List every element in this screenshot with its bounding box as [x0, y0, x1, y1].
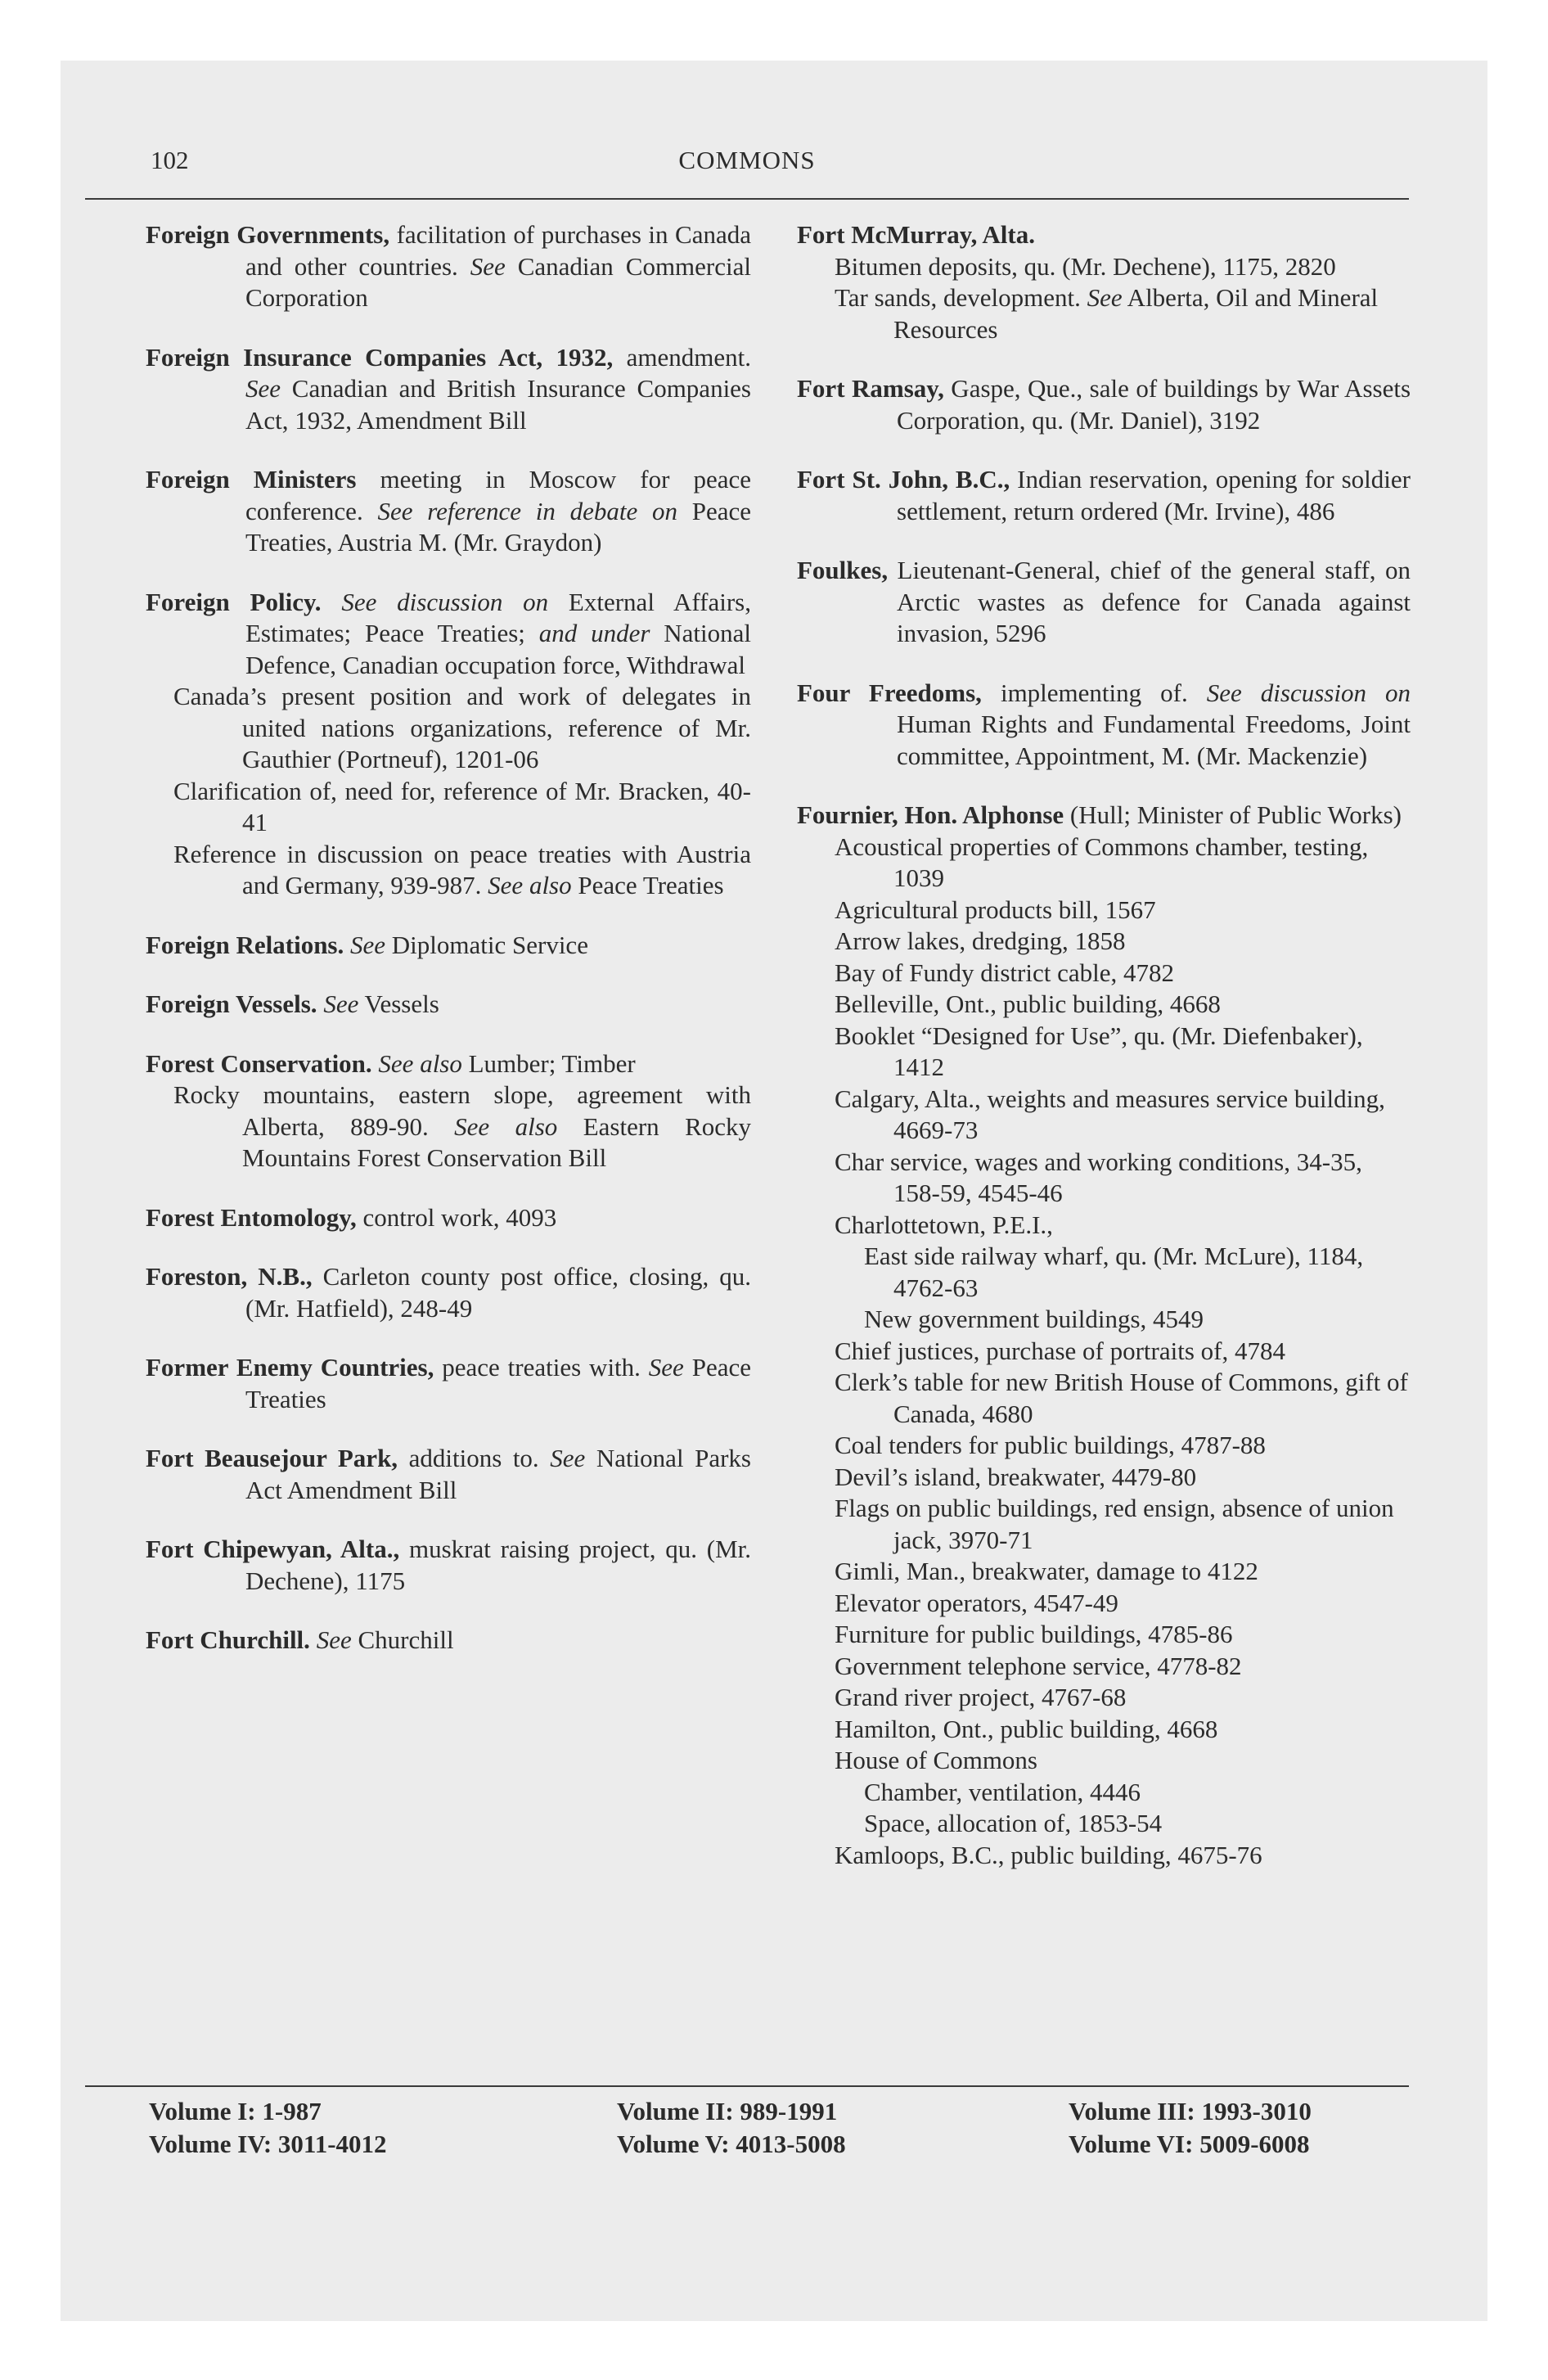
- index-heading: Fort Chipewyan, Alta.,: [146, 1535, 400, 1563]
- see-reference: See: [316, 1625, 352, 1654]
- index-heading: Foreign Governments,: [146, 220, 390, 249]
- index-subentry: [797, 1084, 1411, 1147]
- index-subentry: [146, 776, 751, 839]
- index-heading: Foreign Relations.: [146, 930, 344, 959]
- entry-text: Bay of Fundy district cable, 4782: [835, 958, 1174, 987]
- index-entry: [797, 464, 1411, 527]
- index-entry-main: [146, 219, 751, 314]
- entry-text: Diplomatic Service: [385, 930, 588, 959]
- entry-text: Eastern Rocky Mountains Forest Conservation Bill: [242, 1111, 752, 1172]
- index-entry: [146, 1202, 751, 1234]
- index-subentry: [797, 958, 1411, 989]
- index-entry: [146, 464, 751, 559]
- index-heading: Fournier, Hon. Alphonse: [797, 800, 1064, 829]
- index-subentry: [797, 1714, 1411, 1746]
- entry-text: (Hull; Minister of Public Works): [1064, 800, 1402, 829]
- index-entry: [146, 989, 751, 1021]
- index-entry-main: [797, 219, 1411, 251]
- index-heading: Fort McMurray, Alta.: [797, 220, 1035, 249]
- index-subentry: [797, 1336, 1411, 1368]
- entry-text: Agricultural products bill, 1567: [835, 895, 1156, 924]
- page-header: [85, 146, 1409, 200]
- index-entry-main: [797, 464, 1411, 527]
- page-number: 102: [151, 146, 189, 174]
- index-heading: Foreston, N.B.,: [146, 1262, 313, 1291]
- index-entry: [146, 587, 751, 902]
- see-reference: See: [648, 1353, 684, 1382]
- index-subentry: [797, 1021, 1411, 1084]
- volume-range: Volume I: 1-987: [149, 2097, 322, 2125]
- entry-text: Flags on public buildings, red ensign, absence of union jack, 3970-71: [835, 1494, 1394, 1554]
- index-entry: [146, 1048, 751, 1174]
- entry-text: muskrat raising project, qu. (Mr. Dechene), 1175: [245, 1535, 752, 1595]
- index-heading: Four Freedoms,: [797, 678, 982, 707]
- entry-text: Clarification of, need for, reference of Mr. Bracken, 40-41: [173, 776, 751, 836]
- index-subentry: [797, 1651, 1411, 1683]
- index-entry: [797, 219, 1411, 345]
- entry-text: Indian reservation, opening for soldier settlement, return ordered (Mr. Irvine), 486: [897, 465, 1411, 525]
- index-subentry: [797, 926, 1411, 958]
- entry-text: Furniture for public buildings, 4785-86: [835, 1620, 1233, 1648]
- index-entry: [797, 373, 1411, 436]
- index-entry: [146, 1534, 751, 1597]
- see-reference: See: [470, 251, 506, 281]
- entry-text: control work, 4093: [356, 1202, 557, 1232]
- index-subentry: [797, 1241, 1411, 1304]
- see-reference: See also: [454, 1111, 558, 1141]
- index-subentry: [797, 1777, 1411, 1809]
- index-entry-main: [146, 342, 751, 437]
- index-heading: Foreign Insurance Companies Act, 1932,: [146, 342, 614, 372]
- entry-text: Charlottetown, P.E.I.,: [835, 1210, 1053, 1239]
- index-heading: Forest Entomology,: [146, 1202, 357, 1232]
- entry-text: East side railway wharf, qu. (Mr. McLure), 1184, 4762-63: [864, 1242, 1364, 1302]
- index-subentry: [797, 1745, 1411, 1777]
- volume-range: Volume IV: 3011-4012: [149, 2130, 387, 2158]
- see-reference: See: [550, 1444, 586, 1472]
- index-entry: [797, 555, 1411, 650]
- entry-text: Calgary, Alta., weights and measures service building, 4669-73: [835, 1084, 1385, 1144]
- entry-text: [310, 1625, 317, 1654]
- entry-text: National Parks Act Amendment Bill: [245, 1444, 751, 1504]
- see-reference: and under: [538, 619, 650, 647]
- entry-text: Gaspe, Que., sale of buildings by War Assets Corporation, qu. (Mr. Daniel), 3192: [897, 374, 1411, 435]
- entry-text: Tar sands, development.: [835, 283, 1087, 312]
- entry-text: New government buildings, 4549: [864, 1305, 1204, 1333]
- entry-text: Char service, wages and working conditions, 34-35, 158-59, 4545-46: [835, 1147, 1362, 1207]
- index-heading: Forest Conservation.: [146, 1048, 372, 1078]
- entry-text: Bitumen deposits, qu. (Mr. Dechene), 1175, 2820: [835, 251, 1336, 281]
- index-entry-main: [146, 1048, 751, 1080]
- index-heading: Fort Ramsay,: [797, 374, 944, 403]
- right-column: [797, 219, 1411, 1899]
- entry-text: Kamloops, B.C., public building, 4675-76: [835, 1840, 1262, 1869]
- entry-text: Vessels: [358, 989, 439, 1018]
- index-subentry: [797, 1808, 1411, 1840]
- index-entry: [146, 930, 751, 962]
- index-entry-main: [146, 1625, 751, 1657]
- entry-text: peace treaties with.: [434, 1353, 649, 1382]
- entry-text: Churchill: [351, 1625, 454, 1654]
- index-subentry: [797, 1619, 1411, 1651]
- index-entry: [146, 1625, 751, 1657]
- index-subentry: [797, 1556, 1411, 1588]
- index-entry-main: [797, 678, 1411, 773]
- entry-text: [344, 931, 350, 959]
- index-subentry: [797, 989, 1411, 1021]
- index-subentry: [797, 1210, 1411, 1242]
- see-reference: See discussion on: [1206, 678, 1411, 707]
- entry-text: Reference in discussion on peace treaties with Austria and Germany, 939-987.: [173, 839, 751, 899]
- index-subentry: [146, 839, 751, 902]
- index-subentry: [797, 1588, 1411, 1620]
- entry-text: Acoustical properties of Commons chamber, testing, 1039: [835, 832, 1369, 892]
- entry-text: Canadian Commercial Corporation: [245, 251, 751, 312]
- index-heading: Foreign Ministers: [146, 465, 357, 494]
- entry-text: amendment.: [613, 342, 752, 372]
- entry-text: Booklet “Designed for Use”, qu. (Mr. Diefenbaker), 1412: [835, 1021, 1363, 1081]
- index-entry-main: [146, 1261, 751, 1324]
- entry-text: Peace Treaties: [245, 1353, 751, 1413]
- index-entry-main: [146, 930, 751, 962]
- entry-text: Rocky mountains, eastern slope, agreement with Alberta, 889-90.: [173, 1080, 751, 1141]
- index-entry-main: [146, 1443, 751, 1506]
- entry-text: Lieutenant-General, chief of the general staff, on Arctic wastes as defence for Canada against invasion, 5296: [888, 556, 1411, 647]
- entry-text: implementing of.: [981, 678, 1207, 707]
- entry-text: Lumber; Timber: [461, 1048, 636, 1078]
- index-subentry: [797, 251, 1411, 283]
- index-subentry: [797, 895, 1411, 926]
- index-entry-main: [146, 1352, 751, 1415]
- entry-text: Chief justices, purchase of portraits of, 4784: [835, 1336, 1285, 1365]
- footer-row: [85, 2087, 1409, 2125]
- entry-text: Government telephone service, 4778-82: [835, 1651, 1242, 1680]
- index-subentry: [797, 1493, 1411, 1556]
- entry-text: Gimli, Man., breakwater, damage to 4122: [835, 1557, 1258, 1585]
- index-subentry: [797, 1430, 1411, 1462]
- see-reference: See discussion on: [341, 587, 549, 616]
- index-subentry: [797, 1367, 1411, 1430]
- index-subentry: [797, 1840, 1411, 1872]
- index-heading: Foulkes,: [797, 556, 889, 584]
- volume-footer: [85, 2085, 1409, 2158]
- index-heading: Foreign Vessels.: [146, 989, 317, 1018]
- entry-text: Space, allocation of, 1853-54: [864, 1809, 1163, 1837]
- index-entry-main: [146, 1202, 751, 1234]
- volume-range: Volume III: 1993-3010: [1069, 2097, 1312, 2125]
- volume-range: Volume V: 4013-5008: [617, 2130, 846, 2158]
- entry-text: External Affairs, Estimates; Peace Treaties;: [245, 587, 751, 647]
- index-entry: [797, 800, 1411, 1871]
- entry-text: Peace Treaties: [571, 871, 724, 899]
- index-subentry: [146, 681, 751, 776]
- index-heading: Fort Beausejour Park,: [146, 1444, 398, 1472]
- index-entry-main: [797, 555, 1411, 650]
- index-heading: Foreign Policy.: [146, 587, 322, 616]
- entry-text: Belleville, Ont., public building, 4668: [835, 989, 1221, 1018]
- index-heading: Fort St. John, B.C.,: [797, 465, 1010, 494]
- index-entry: [146, 342, 751, 437]
- index-heading: Former Enemy Countries,: [146, 1353, 434, 1382]
- entry-text: additions to.: [398, 1444, 551, 1472]
- entry-text: Human Rights and Fundamental Freedoms, Joint committee, Appointment, M. (Mr. Mackenzie): [897, 710, 1411, 770]
- index-entry-main: [797, 800, 1411, 832]
- entry-text: Clerk’s table for new British House of Commons, gift of Canada, 4680: [835, 1368, 1408, 1428]
- see-reference: See: [350, 930, 386, 959]
- index-subentry: [797, 1682, 1411, 1714]
- index-entry-main: [797, 373, 1411, 436]
- entry-text: Carleton county post office, closing, qu. (Mr. Hatfield), 248-49: [245, 1262, 751, 1323]
- entry-text: Chamber, ventilation, 4446: [864, 1777, 1141, 1806]
- see-reference: See also: [488, 871, 572, 899]
- entry-text: Devil’s island, breakwater, 4479-80: [835, 1462, 1197, 1491]
- index-entry-main: [146, 1534, 751, 1597]
- index-entry-main: [146, 587, 751, 682]
- entry-text: Alberta, Oil and Mineral Resources: [893, 283, 1379, 344]
- index-subentry: [797, 1147, 1411, 1210]
- see-reference: See: [323, 989, 359, 1018]
- entry-text: Hamilton, Ont., public building, 4668: [835, 1714, 1218, 1743]
- index-entry-main: [146, 989, 751, 1021]
- index-entry: [146, 219, 751, 314]
- entry-text: meeting in Moscow for peace conference.: [245, 465, 751, 525]
- index-entry-main: [146, 464, 751, 559]
- entry-text: Canadian and British Insurance Companies Act, 1932, Amendment Bill: [245, 374, 751, 435]
- index-heading: Fort Churchill.: [146, 1625, 310, 1654]
- entry-text: Grand river project, 4767-68: [835, 1683, 1127, 1711]
- see-reference: See reference in debate on: [377, 496, 677, 525]
- index-subentry: [797, 832, 1411, 895]
- see-reference: See: [245, 374, 281, 403]
- index-subentry: [146, 1080, 751, 1174]
- see-reference: See also: [378, 1048, 462, 1078]
- index-subentry: [797, 1304, 1411, 1336]
- index-entry: [797, 678, 1411, 773]
- entry-text: Canada’s present position and work of delegates in united nations organizations, reference of Mr. Gauthier (Portneuf), 1201-06: [173, 682, 751, 773]
- entry-text: Peace Treaties, Austria M. (Mr. Graydon): [245, 496, 751, 557]
- entry-text: Coal tenders for public buildings, 4787-88: [835, 1431, 1266, 1459]
- entry-text: [322, 588, 342, 616]
- index-subentry: [797, 282, 1411, 345]
- entry-text: Elevator operators, 4547-49: [835, 1588, 1118, 1617]
- volume-range: Volume II: 989-1991: [617, 2097, 838, 2125]
- index-subentry: [797, 1462, 1411, 1494]
- entry-text: facilitation of purchases in Canada and other countries.: [245, 220, 751, 281]
- index-entry: [146, 1352, 751, 1415]
- entry-text: National Defence, Canadian occupation force, Withdrawal: [245, 619, 752, 679]
- entry-text: Arrow lakes, dredging, 1858: [835, 926, 1126, 955]
- entry-text: House of Commons: [835, 1746, 1037, 1774]
- index-entry: [146, 1261, 751, 1324]
- footer-row: [85, 2120, 1409, 2158]
- volume-range: Volume VI: 5009-6008: [1069, 2130, 1310, 2158]
- left-column: [146, 219, 751, 1684]
- running-title: COMMONS: [678, 146, 816, 174]
- index-entry: [146, 1443, 751, 1506]
- see-reference: See: [1087, 283, 1123, 312]
